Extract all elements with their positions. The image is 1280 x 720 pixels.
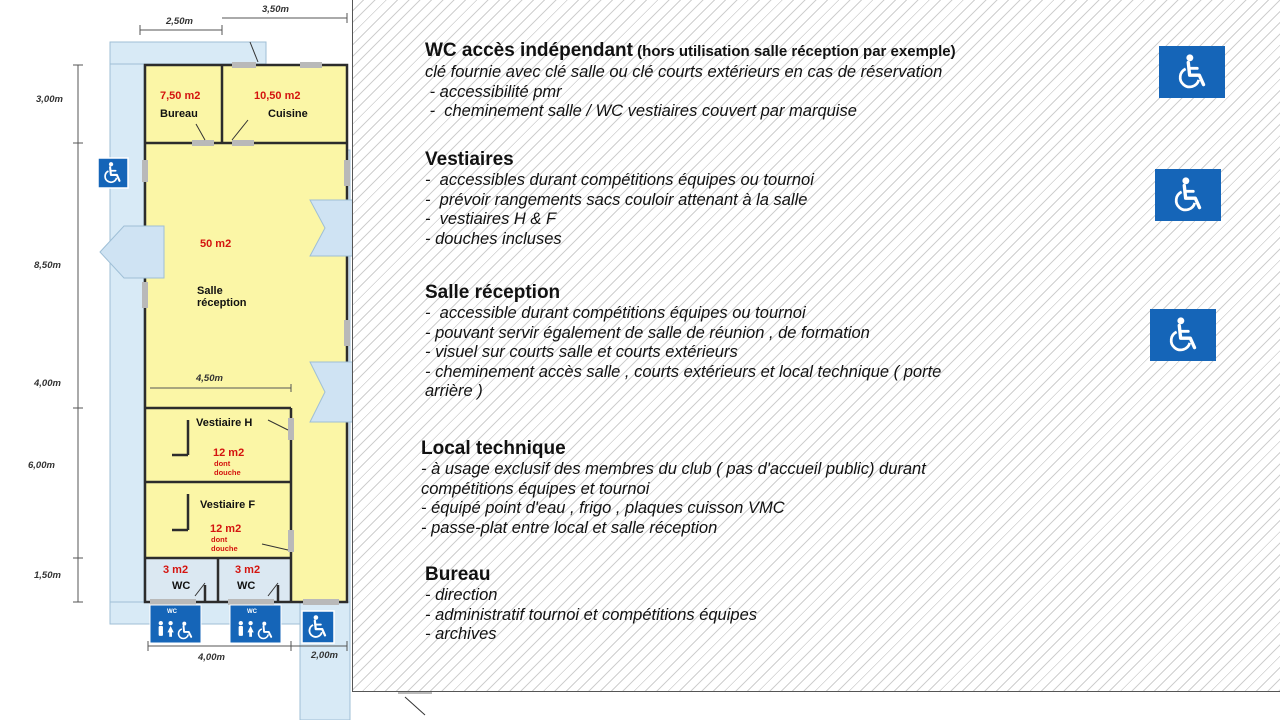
bureau-area: 7,50 m2 [160, 90, 201, 102]
bureau-label: Bureau [160, 108, 198, 120]
section-wc [425, 39, 956, 122]
wheelchair-icon [1155, 169, 1221, 221]
vestiaire-f-note-2: douche [211, 544, 238, 553]
dim-top-right: 3,50m [262, 4, 289, 15]
section-line: - à usage exclusif des membres du club ( pas d'accueil public) durant [421, 460, 926, 478]
wheelchair-icon [1150, 309, 1216, 361]
wc1-label: WC [172, 580, 191, 592]
room-corridor-right [291, 408, 347, 603]
wc2-label: WC [237, 580, 256, 592]
dim-left-3: 4,00m [34, 378, 61, 389]
left-corridor [110, 42, 144, 622]
cuisine-area: 10,50 m2 [254, 90, 301, 102]
section-line: - archives [425, 625, 497, 643]
salle-label-line1: Salle [197, 285, 223, 297]
section-line: - visuel sur courts salle et courts extérieurs [425, 343, 738, 361]
section-salle-reception [425, 281, 941, 402]
dim-left-1: 3,00m [36, 94, 63, 105]
room-cuisine [222, 65, 347, 143]
section-line: clé fournie avec clé salle ou clé courts extérieurs en cas de réservation [425, 63, 943, 81]
section-title: Bureau [425, 564, 491, 585]
dim-left-2: 8,50m [34, 260, 61, 271]
wheelchair-icon [1159, 46, 1225, 98]
dim-bottom-right: 2,00m [311, 650, 338, 661]
section-line: - accessibilité pmr [425, 82, 562, 101]
vestiaire-h-area: 12 m2 [213, 447, 245, 459]
top-corridor [110, 42, 266, 64]
vestiaire-f-area: 12 m2 [210, 523, 242, 535]
wc-men-women-wheelchair-icon [150, 605, 201, 643]
vestiaire-f-note-1: dont [211, 535, 228, 544]
section-line: - accessible durant compétitions équipes ou tournoi [425, 304, 806, 322]
wc2-area: 3 m2 [235, 564, 261, 576]
section-vestiaires [425, 148, 814, 249]
section-line: - pouvant servir également de salle de réunion , de formation [425, 323, 870, 342]
section-line: - administratif tournoi et compétitions équipes [425, 605, 757, 624]
section-title: Local technique [421, 438, 566, 459]
section-line: - accessibles durant compétitions équipes ou tournoi [425, 171, 814, 189]
vestiaire-h-note-2: douche [214, 468, 241, 477]
section-title: WC accès indépendant (hors utilisation salle réception par exemple) [425, 40, 956, 61]
dim-inner-width: 4,50m [196, 373, 223, 384]
section-line: - direction [425, 586, 498, 604]
cuisine-label: Cuisine [268, 108, 308, 120]
wheelchair-icon [302, 611, 334, 643]
section-line: - équipé point d'eau , frigo , plaques cuisson VMC [421, 499, 785, 517]
vestiaire-f-label: Vestiaire F [200, 499, 256, 511]
dim-left-5: 1,50m [34, 570, 61, 581]
dim-left-4: 6,00m [28, 460, 55, 471]
wheelchair-icon [98, 158, 128, 188]
vestiaire-h-label: Vestiaire H [196, 417, 253, 429]
salle-area: 50 m2 [200, 238, 232, 250]
section-local-technique [421, 437, 926, 538]
section-line: - vestiaires H & F [425, 210, 557, 228]
section-line: - prévoir rangements sacs couloir attenant à la salle [425, 190, 808, 209]
section-bureau [425, 563, 757, 645]
section-title: Salle réception [425, 282, 561, 303]
wc1-area: 3 m2 [163, 564, 189, 576]
section-line: - douches incluses [425, 229, 562, 248]
section-line: compétitions équipes et tournoi [421, 479, 650, 498]
section-line: arrière ) [425, 382, 483, 400]
section-line: - cheminement accès salle , courts extérieurs et local technique ( porte [425, 362, 942, 381]
wc-men-women-wheelchair-icon [230, 605, 281, 643]
salle-label-line2: réception [197, 297, 247, 309]
wc-sign-label: WC [167, 609, 177, 615]
section-line: - passe-plat entre local et salle réception [421, 518, 718, 537]
wc-sign-label: WC [247, 609, 257, 615]
dim-bottom-left: 4,00m [198, 652, 225, 663]
room-bureau [145, 65, 222, 143]
vestiaire-h-note-1: dont [214, 459, 231, 468]
section-line: - cheminement salle / WC vestiaires couvert par marquise [425, 102, 857, 120]
section-title: Vestiaires [425, 149, 514, 170]
dim-top-left: 2,50m [166, 16, 193, 27]
